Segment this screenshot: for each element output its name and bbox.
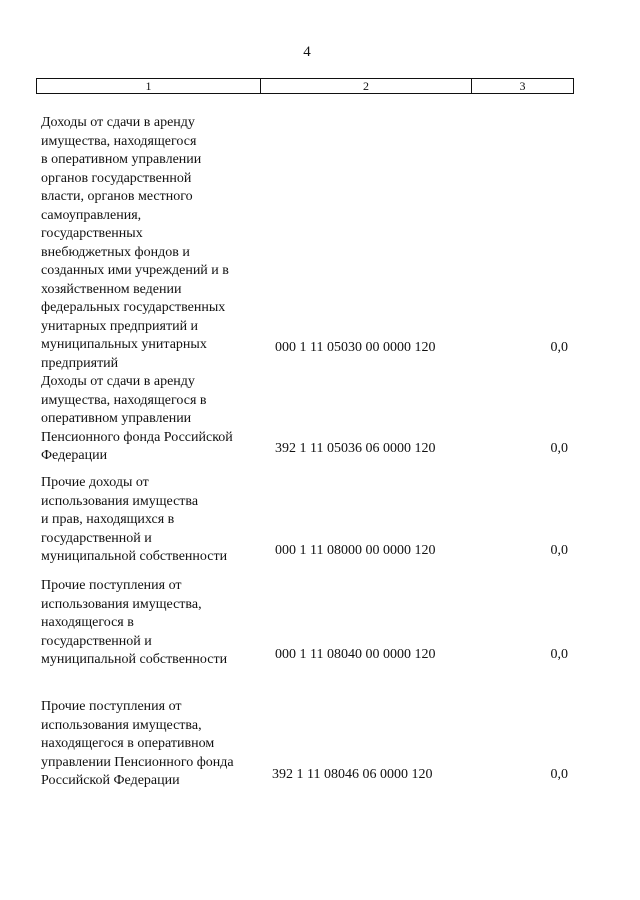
income-name: Прочие поступления от использования имущества, находящегося в оперативном управлении Пенсионного фонда Российской Федерации [41, 699, 234, 788]
page-number: 4 [303, 44, 311, 60]
column-header-1: 1 [37, 79, 261, 93]
amount-value: 0,0 [550, 340, 568, 355]
column-header-3: 3 [519, 79, 526, 93]
income-name: Прочие поступления от использования имущества, находящегося в государственной и муниципальной собственности [41, 578, 228, 667]
budget-code: 000 1 11 08040 00 0000 120 [275, 647, 436, 662]
amount-value: 0,0 [550, 647, 568, 662]
amount-value: 0,0 [550, 543, 568, 558]
table-header [36, 78, 574, 94]
budget-code: 000 1 11 08000 00 0000 120 [275, 543, 436, 558]
amount-value: 0,0 [550, 767, 568, 782]
income-name: Прочие доходы от использования имущества и прав, находящихся в государственной и муниципальной собственности [41, 475, 228, 564]
budget-code: 392 1 11 08046 06 0000 120 [272, 767, 433, 782]
budget-code: 000 1 11 05030 00 0000 120 [275, 340, 436, 355]
amount-value: 0,0 [550, 441, 568, 456]
budget-code: 392 1 11 05036 06 0000 120 [275, 441, 436, 456]
income-name: Доходы от сдачи в аренду имущества, находящегося в оперативном управлении Пенсионного фонда Российской Федерации [41, 374, 233, 463]
income-name: Доходы от сдачи в аренду имущества, находящегося в оперативном управлении органов государственной власти, органов местного самоуправления, государственных внебюджетных фондов и созданных ими учреждений и в хозяйственном ведении федеральных государственных унитарных предприятий и муниципальных унитарных предприятий [41, 115, 229, 371]
column-header-2: 2 [261, 79, 472, 93]
